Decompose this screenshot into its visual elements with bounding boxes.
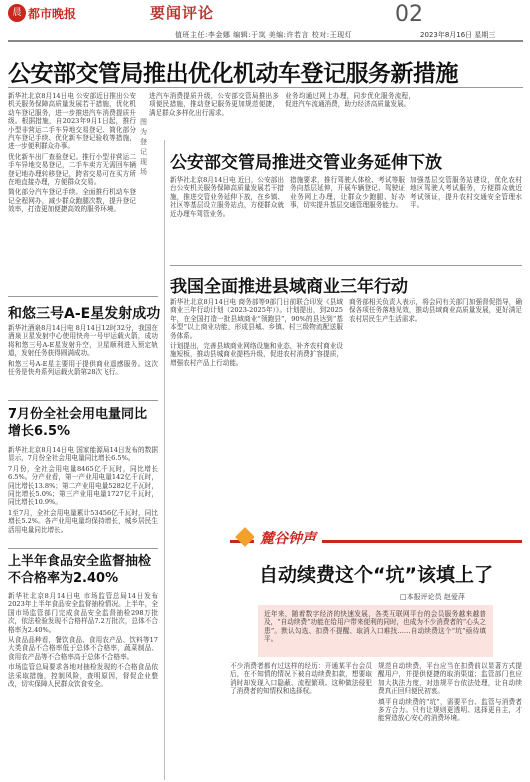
pullquote-text: 近年来，随着数字经济的快速发展，各类互联网平台的会员服务越来越普及，“自动续费”功能在给用户带来便利的同时，也成为不少消费者的“心头之患”。默认勾选、扣费不提醒、取消入口难找……自动续费这个“坑”亟待填平。 xyxy=(264,610,486,644)
story6-body xyxy=(8,592,158,778)
column-author: □本报评论员 赵爱萍 xyxy=(400,593,465,601)
story4-paragraph: 商务部相关负责人表示，将会同有关部门加强督促指导，确保各项任务落地见效，推动县域商业高质量发展，更好满足农村居民生产生活需求。 xyxy=(349,298,522,323)
lead-body-col1 xyxy=(8,92,136,292)
editor-credits: 值班主任:李金娜 编辑:于岚 美编:许若言 校对:王现灯 xyxy=(175,31,353,39)
story5-headline: 7月份全社会用电量同比增长6.5% xyxy=(8,407,148,439)
masthead-logo xyxy=(8,4,98,22)
story5-paragraph: 新华社北京8月14日电 国家能源局14日发布的数据显示，7月份全社会用电量同比增长6.5%。 xyxy=(8,446,158,463)
story3-paragraph: 和悠三号A-E星主要用于提供商业遥感服务。这次任务是快舟系列运载火箭第28次飞行。 xyxy=(8,359,158,377)
story6-paragraph: 从食品品种看，餐饮食品、食用农产品、饮料等17大类食品不合格率低于总体不合格率，蔬菜制品、食用农产品等不合格率高于总体不合格率。 xyxy=(8,636,158,661)
story2-paragraph: 加强基层交管服务站建设，优化农村地区驾驶人考试服务，方便群众就近考试领证，提升农村交通安全管理水平。 xyxy=(410,176,522,210)
story5-body xyxy=(8,446,158,546)
story4-body-col1 xyxy=(170,298,343,510)
story6-paragraph: 新华社北京8月14日电 市场监管总局14日发布2023年上半年食品安全监督抽检情况。上半年，全国市场监管部门完成食品安全监督抽检298万批次，依法检验发现不合格样品7.2万批次，总体不合格率为2.40%。 xyxy=(8,592,158,634)
issue-date: 2023年8月16日 星期三 xyxy=(420,31,496,39)
column-body-col1 xyxy=(230,662,372,778)
story6-divider xyxy=(8,548,158,549)
column-tag: 麓谷钟声 xyxy=(254,528,322,550)
story6-paragraph: 市场监管总局要求各地对抽检发现的不合格食品依法采取措施，控制风险，查明原因，督促企业整改，切实保障人民群众饮食安全。 xyxy=(8,663,158,689)
column-paragraph: 填平自动续费的“坑”，需要平台、监管与消费者多方合力。只有让规则更透明、选择更自主，才能营造放心安心的消费环境。 xyxy=(378,697,522,723)
column-divider xyxy=(164,140,165,780)
story4-headline: 我国全面推进县域商业三年行动 xyxy=(170,277,408,297)
story5-divider xyxy=(8,400,158,401)
column-banner xyxy=(230,528,522,556)
lead-paragraph: 简化部分汽车登记手续。全面推行机动车登记全程网办，减少群众跑腿次数，提升登记效率，打造更加便捷高效的服务环境。 xyxy=(8,188,136,214)
header-divider xyxy=(8,40,523,42)
story2-paragraph: 措施要求，推行驾驶人体检、考试等服务向基层延伸，开展车辆登记、驾驶证业务网上办理，让群众少跑腿、好办事，切实提升基层交通管理服务能力。 xyxy=(290,176,405,210)
story3-body xyxy=(8,324,158,396)
logo-mark: 晨 xyxy=(8,4,26,22)
story5-paragraph: 1至7月，全社会用电量累计53456亿千瓦时，同比增长5.2%。各产业用电量均保持增长，城乡居民生活用电量同比增长。 xyxy=(8,508,158,534)
column-pullquote xyxy=(258,605,493,657)
story2-body-col3 xyxy=(410,176,522,264)
lead-body-col2 xyxy=(149,92,279,134)
lead-headline: 公安部交管局推出优化机动车登记服务新措施 xyxy=(8,61,458,87)
story4-paragraph: 计划提出，完善县域商业网络设施和业态，补齐农村商业设施短板，推动县城商业提档升级，促进农村消费扩容提质，增强农村产品上行动能。 xyxy=(170,342,343,367)
page-number: 02 xyxy=(395,2,423,27)
story5-paragraph: 7月份，全社会用电量8465亿千瓦时，同比增长6.5%。分产业看，第一产业用电量142亿千瓦时，同比增长13.8%；第二产业用电量5282亿千瓦时，同比增长5.0%；第三产业用电量1727亿千瓦时，同比增长10.9%。 xyxy=(8,464,158,507)
story3-paragraph: 新华社酒泉8月14日电 8月14日12时32分，我国在酒泉卫星发射中心使用快舟一号甲运载火箭，成功将和悠三号A-E星发射升空，卫星顺利进入预定轨道，发射任务获得圆满成功。 xyxy=(8,324,158,358)
lead-paragraph: 业务均通过网上办理，同步优化服务流程，促进汽车流通消费，助力经济高质量发展。 xyxy=(285,92,415,109)
lead-body-col3 xyxy=(285,92,415,134)
lead-divider xyxy=(8,87,523,88)
story4-body-col2 xyxy=(349,298,522,510)
story6-headline: 上半年食品安全监督抽检不合格率为2.40% xyxy=(8,554,152,586)
lead-paragraph: 新华社北京8月14日电 公安部近日推出公安机关服务保障高质量发展若干措施，优化机动车登记服务，进一步推进汽车消费提质升级。根据措施，自2023年9月1日起，推行小型非营运二手车异地交易登记、简化部分汽车登记手续、优化新车登记验收等措施，进一步便利群众办事。 xyxy=(8,92,136,151)
story2-divider xyxy=(170,265,522,266)
story3-headline: 和悠三号A-E星发射成功 xyxy=(8,306,161,322)
column-body-col2 xyxy=(378,662,522,778)
logo-text: 都市晚报 xyxy=(28,7,77,21)
lead-paragraph: 进汽车消费提质升级，公安部交管局推出多项便民措施，推动登记服务更加规范便捷，满足群众多样化出行需求。 xyxy=(149,92,279,117)
photo-caption: 图为登记现场 xyxy=(140,118,147,176)
story2-body-col2 xyxy=(290,176,405,264)
column-paragraph: 不少消费者都有过这样的经历：开通某平台会员后，在不知情的情况下被自动续费扣款，想要取消时却发现入口隐蔽、流程繁琐。这种做法侵犯了消费者的知情权和选择权。 xyxy=(230,662,372,696)
lead-paragraph: 优化新车出厂查验登记。推行小型非营运二手车异地交易登记，二手车卖方无需回车辆登记地办理转移登记，跨省交易可在买方所在地直接办理，方便群众交易。 xyxy=(8,152,136,187)
section-title: 要闻评论 xyxy=(150,4,215,22)
story2-paragraph: 新华社北京8月14日电 近日，公安部出台公安机关服务保障高质量发展若干措施，推进交管业务延伸下放，在乡镇、社区等基层设立服务站点，方便群众就近办理车驾管业务。 xyxy=(170,176,284,218)
story3-divider xyxy=(8,296,158,297)
story2-body-col1 xyxy=(170,176,284,264)
bell-icon xyxy=(235,527,255,547)
column-paragraph: 规范自动续费，平台应当在扣费前以显著方式提醒用户，并提供便捷的取消渠道；监管部门也应加大执法力度，对违规平台依法处理，让自动续费真正回归便民初衷。 xyxy=(378,662,522,696)
story2-headline: 公安部交管局推进交管业务延伸下放 xyxy=(170,153,442,173)
column-headline: 自动续费这个“坑”该填上了 xyxy=(259,564,493,586)
story4-paragraph: 新华社北京8月14日电 商务部等9部门日前联合印发《县域商业三年行动计划（2023-2025年）》。计划提出，到2025年，在全国打造一批县域商业“领跑县”，90%的县达到“基本型”以上商业功能，形成县城、乡镇、村三级物流配送服务体系。 xyxy=(170,298,343,340)
